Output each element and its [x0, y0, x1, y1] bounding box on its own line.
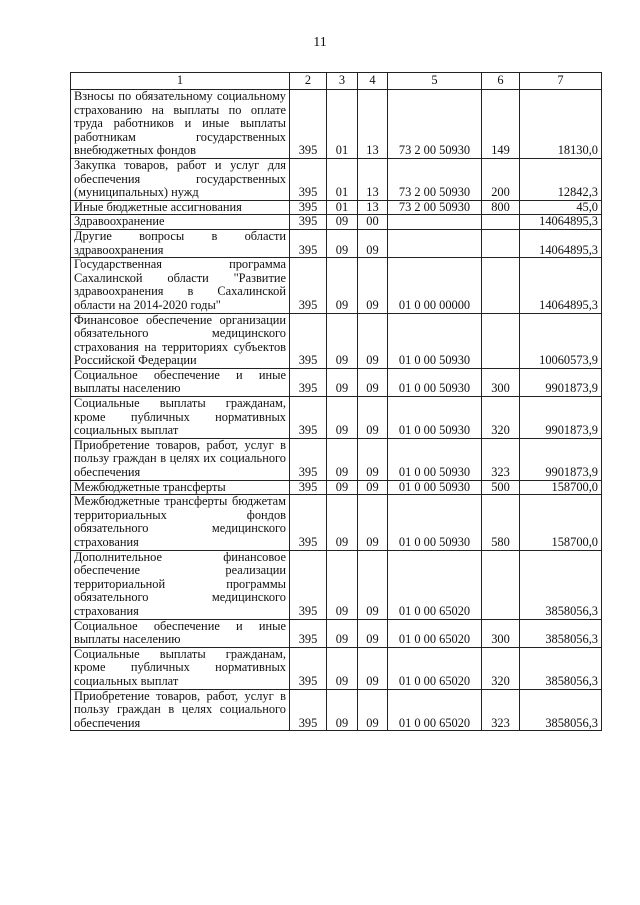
cell-sum: 9901873,9 — [520, 397, 602, 439]
cell-vr: 323 — [482, 689, 520, 731]
table-row — [71, 550, 602, 619]
table-row — [71, 229, 602, 257]
cell-ved: 395 — [290, 480, 327, 495]
cell-rz: 09 — [327, 689, 358, 731]
cell-pr: 09 — [358, 495, 388, 550]
cell-rz: 01 — [327, 158, 358, 200]
cell-ved: 395 — [290, 313, 327, 368]
cell-ved: 395 — [290, 689, 327, 731]
cell-vr: 149 — [482, 90, 520, 159]
cell-csr: 01 0 00 50930 — [388, 313, 482, 368]
cell-pr: 09 — [358, 689, 388, 731]
cell-vr: 800 — [482, 200, 520, 215]
cell-pr: 09 — [358, 550, 388, 619]
cell-csr: 73 2 00 50930 — [388, 158, 482, 200]
table-row — [71, 258, 602, 313]
cell-vr: 580 — [482, 495, 520, 550]
cell-pr: 09 — [358, 229, 388, 257]
cell-rz: 09 — [327, 619, 358, 647]
cell-pr: 09 — [358, 368, 388, 396]
column-header: 4 — [358, 73, 388, 90]
cell-csr: 01 0 00 65020 — [388, 550, 482, 619]
cell-name: Взносы по обязательному социальному страхованию на выплаты по оплате труда работников и иные выплаты работникам государственных внебюджетных фондов — [71, 90, 290, 159]
cell-name: Социальное обеспечение и иные выплаты населению — [71, 368, 290, 396]
cell-ved: 395 — [290, 158, 327, 200]
cell-rz: 09 — [327, 215, 358, 230]
cell-ved: 395 — [290, 90, 327, 159]
table-row — [71, 215, 602, 230]
table-row — [71, 158, 602, 200]
column-header: 2 — [290, 73, 327, 90]
cell-vr: 320 — [482, 397, 520, 439]
column-header: 7 — [520, 73, 602, 90]
cell-sum: 3858056,3 — [520, 647, 602, 689]
page-number: 11 — [313, 35, 327, 50]
column-header: 6 — [482, 73, 520, 90]
table-row — [71, 200, 602, 215]
cell-csr: 73 2 00 50930 — [388, 90, 482, 159]
table-row — [71, 495, 602, 550]
cell-rz: 09 — [327, 480, 358, 495]
cell-sum: 45,0 — [520, 200, 602, 215]
cell-rz: 09 — [327, 258, 358, 313]
cell-csr: 01 0 00 50930 — [388, 397, 482, 439]
table-body — [71, 90, 602, 731]
cell-rz: 09 — [327, 550, 358, 619]
cell-pr: 09 — [358, 313, 388, 368]
table-header-row — [71, 73, 602, 90]
cell-csr: 01 0 00 50930 — [388, 438, 482, 480]
cell-csr: 01 0 00 50930 — [388, 368, 482, 396]
cell-rz: 09 — [327, 368, 358, 396]
cell-pr: 09 — [358, 647, 388, 689]
cell-pr: 13 — [358, 158, 388, 200]
cell-csr: 01 0 00 65020 — [388, 689, 482, 731]
cell-csr: 01 0 00 65020 — [388, 647, 482, 689]
cell-ved: 395 — [290, 258, 327, 313]
cell-vr — [482, 313, 520, 368]
cell-vr: 323 — [482, 438, 520, 480]
cell-pr: 00 — [358, 215, 388, 230]
cell-sum: 14064895,3 — [520, 258, 602, 313]
cell-vr: 500 — [482, 480, 520, 495]
cell-name: Финансовое обеспечение организации обязательного медицинского страхования на территориях субъектов Российской Федерации — [71, 313, 290, 368]
cell-pr: 13 — [358, 200, 388, 215]
cell-sum: 10060573,9 — [520, 313, 602, 368]
cell-sum: 3858056,3 — [520, 689, 602, 731]
cell-name: Приобретение товаров, работ, услуг в пользу граждан в целях их социального обеспечения — [71, 438, 290, 480]
column-header: 3 — [327, 73, 358, 90]
cell-rz: 09 — [327, 438, 358, 480]
cell-ved: 395 — [290, 397, 327, 439]
budget-table — [70, 72, 602, 731]
column-header: 1 — [71, 73, 290, 90]
table-row — [71, 313, 602, 368]
cell-name: Межбюджетные трансферты бюджетам территориальных фондов обязательного медицинского страхования — [71, 495, 290, 550]
table-row — [71, 438, 602, 480]
cell-name: Здравоохранение — [71, 215, 290, 230]
cell-rz: 09 — [327, 397, 358, 439]
cell-name: Приобретение товаров, работ, услуг в пользу граждан в целях социального обеспечения — [71, 689, 290, 731]
cell-pr: 09 — [358, 480, 388, 495]
cell-sum: 18130,0 — [520, 90, 602, 159]
cell-sum: 158700,0 — [520, 495, 602, 550]
column-header: 5 — [388, 73, 482, 90]
cell-pr: 09 — [358, 619, 388, 647]
cell-pr: 13 — [358, 90, 388, 159]
cell-csr — [388, 215, 482, 230]
cell-ved: 395 — [290, 550, 327, 619]
cell-name: Социальное обеспечение и иные выплаты населению — [71, 619, 290, 647]
cell-sum: 9901873,9 — [520, 438, 602, 480]
table-row — [71, 689, 602, 731]
cell-pr: 09 — [358, 438, 388, 480]
cell-csr: 01 0 00 50930 — [388, 480, 482, 495]
cell-name: Государственная программа Сахалинской области "Развитие здравоохранения в Сахалинской области на 2014-2020 годы" — [71, 258, 290, 313]
cell-vr: 300 — [482, 368, 520, 396]
cell-csr: 01 0 00 00000 — [388, 258, 482, 313]
table-row — [71, 368, 602, 396]
cell-name: Иные бюджетные ассигнования — [71, 200, 290, 215]
cell-ved: 395 — [290, 619, 327, 647]
cell-rz: 01 — [327, 90, 358, 159]
cell-ved: 395 — [290, 647, 327, 689]
cell-rz: 09 — [327, 313, 358, 368]
cell-rz: 09 — [327, 229, 358, 257]
cell-name: Социальные выплаты гражданам, кроме публичных нормативных социальных выплат — [71, 647, 290, 689]
cell-sum: 14064895,3 — [520, 229, 602, 257]
cell-vr — [482, 215, 520, 230]
cell-sum: 12842,3 — [520, 158, 602, 200]
cell-ved: 395 — [290, 368, 327, 396]
cell-name: Закупка товаров, работ и услуг для обеспечения государственных (муниципальных) нужд — [71, 158, 290, 200]
cell-pr: 09 — [358, 258, 388, 313]
cell-ved: 395 — [290, 229, 327, 257]
table-row — [71, 90, 602, 159]
cell-vr: 200 — [482, 158, 520, 200]
cell-rz: 01 — [327, 200, 358, 215]
cell-vr — [482, 550, 520, 619]
cell-pr: 09 — [358, 397, 388, 439]
cell-name: Межбюджетные трансферты — [71, 480, 290, 495]
cell-rz: 09 — [327, 647, 358, 689]
cell-ved: 395 — [290, 438, 327, 480]
cell-sum: 3858056,3 — [520, 550, 602, 619]
table-row — [71, 397, 602, 439]
cell-ved: 395 — [290, 495, 327, 550]
table-row — [71, 647, 602, 689]
cell-ved: 395 — [290, 215, 327, 230]
cell-sum: 14064895,3 — [520, 215, 602, 230]
cell-sum: 158700,0 — [520, 480, 602, 495]
cell-sum: 3858056,3 — [520, 619, 602, 647]
cell-vr — [482, 258, 520, 313]
cell-name: Дополнительное финансовое обеспечение реализации территориальной программы обязательного медицинского страхования — [71, 550, 290, 619]
table-row — [71, 619, 602, 647]
cell-ved: 395 — [290, 200, 327, 215]
table-row — [71, 480, 602, 495]
cell-name: Социальные выплаты гражданам, кроме публичных нормативных социальных выплат — [71, 397, 290, 439]
cell-csr: 73 2 00 50930 — [388, 200, 482, 215]
cell-vr: 320 — [482, 647, 520, 689]
cell-csr — [388, 229, 482, 257]
cell-rz: 09 — [327, 495, 358, 550]
cell-sum: 9901873,9 — [520, 368, 602, 396]
cell-name: Другие вопросы в области здравоохранения — [71, 229, 290, 257]
cell-vr — [482, 229, 520, 257]
cell-csr: 01 0 00 65020 — [388, 619, 482, 647]
cell-csr: 01 0 00 50930 — [388, 495, 482, 550]
cell-vr: 300 — [482, 619, 520, 647]
